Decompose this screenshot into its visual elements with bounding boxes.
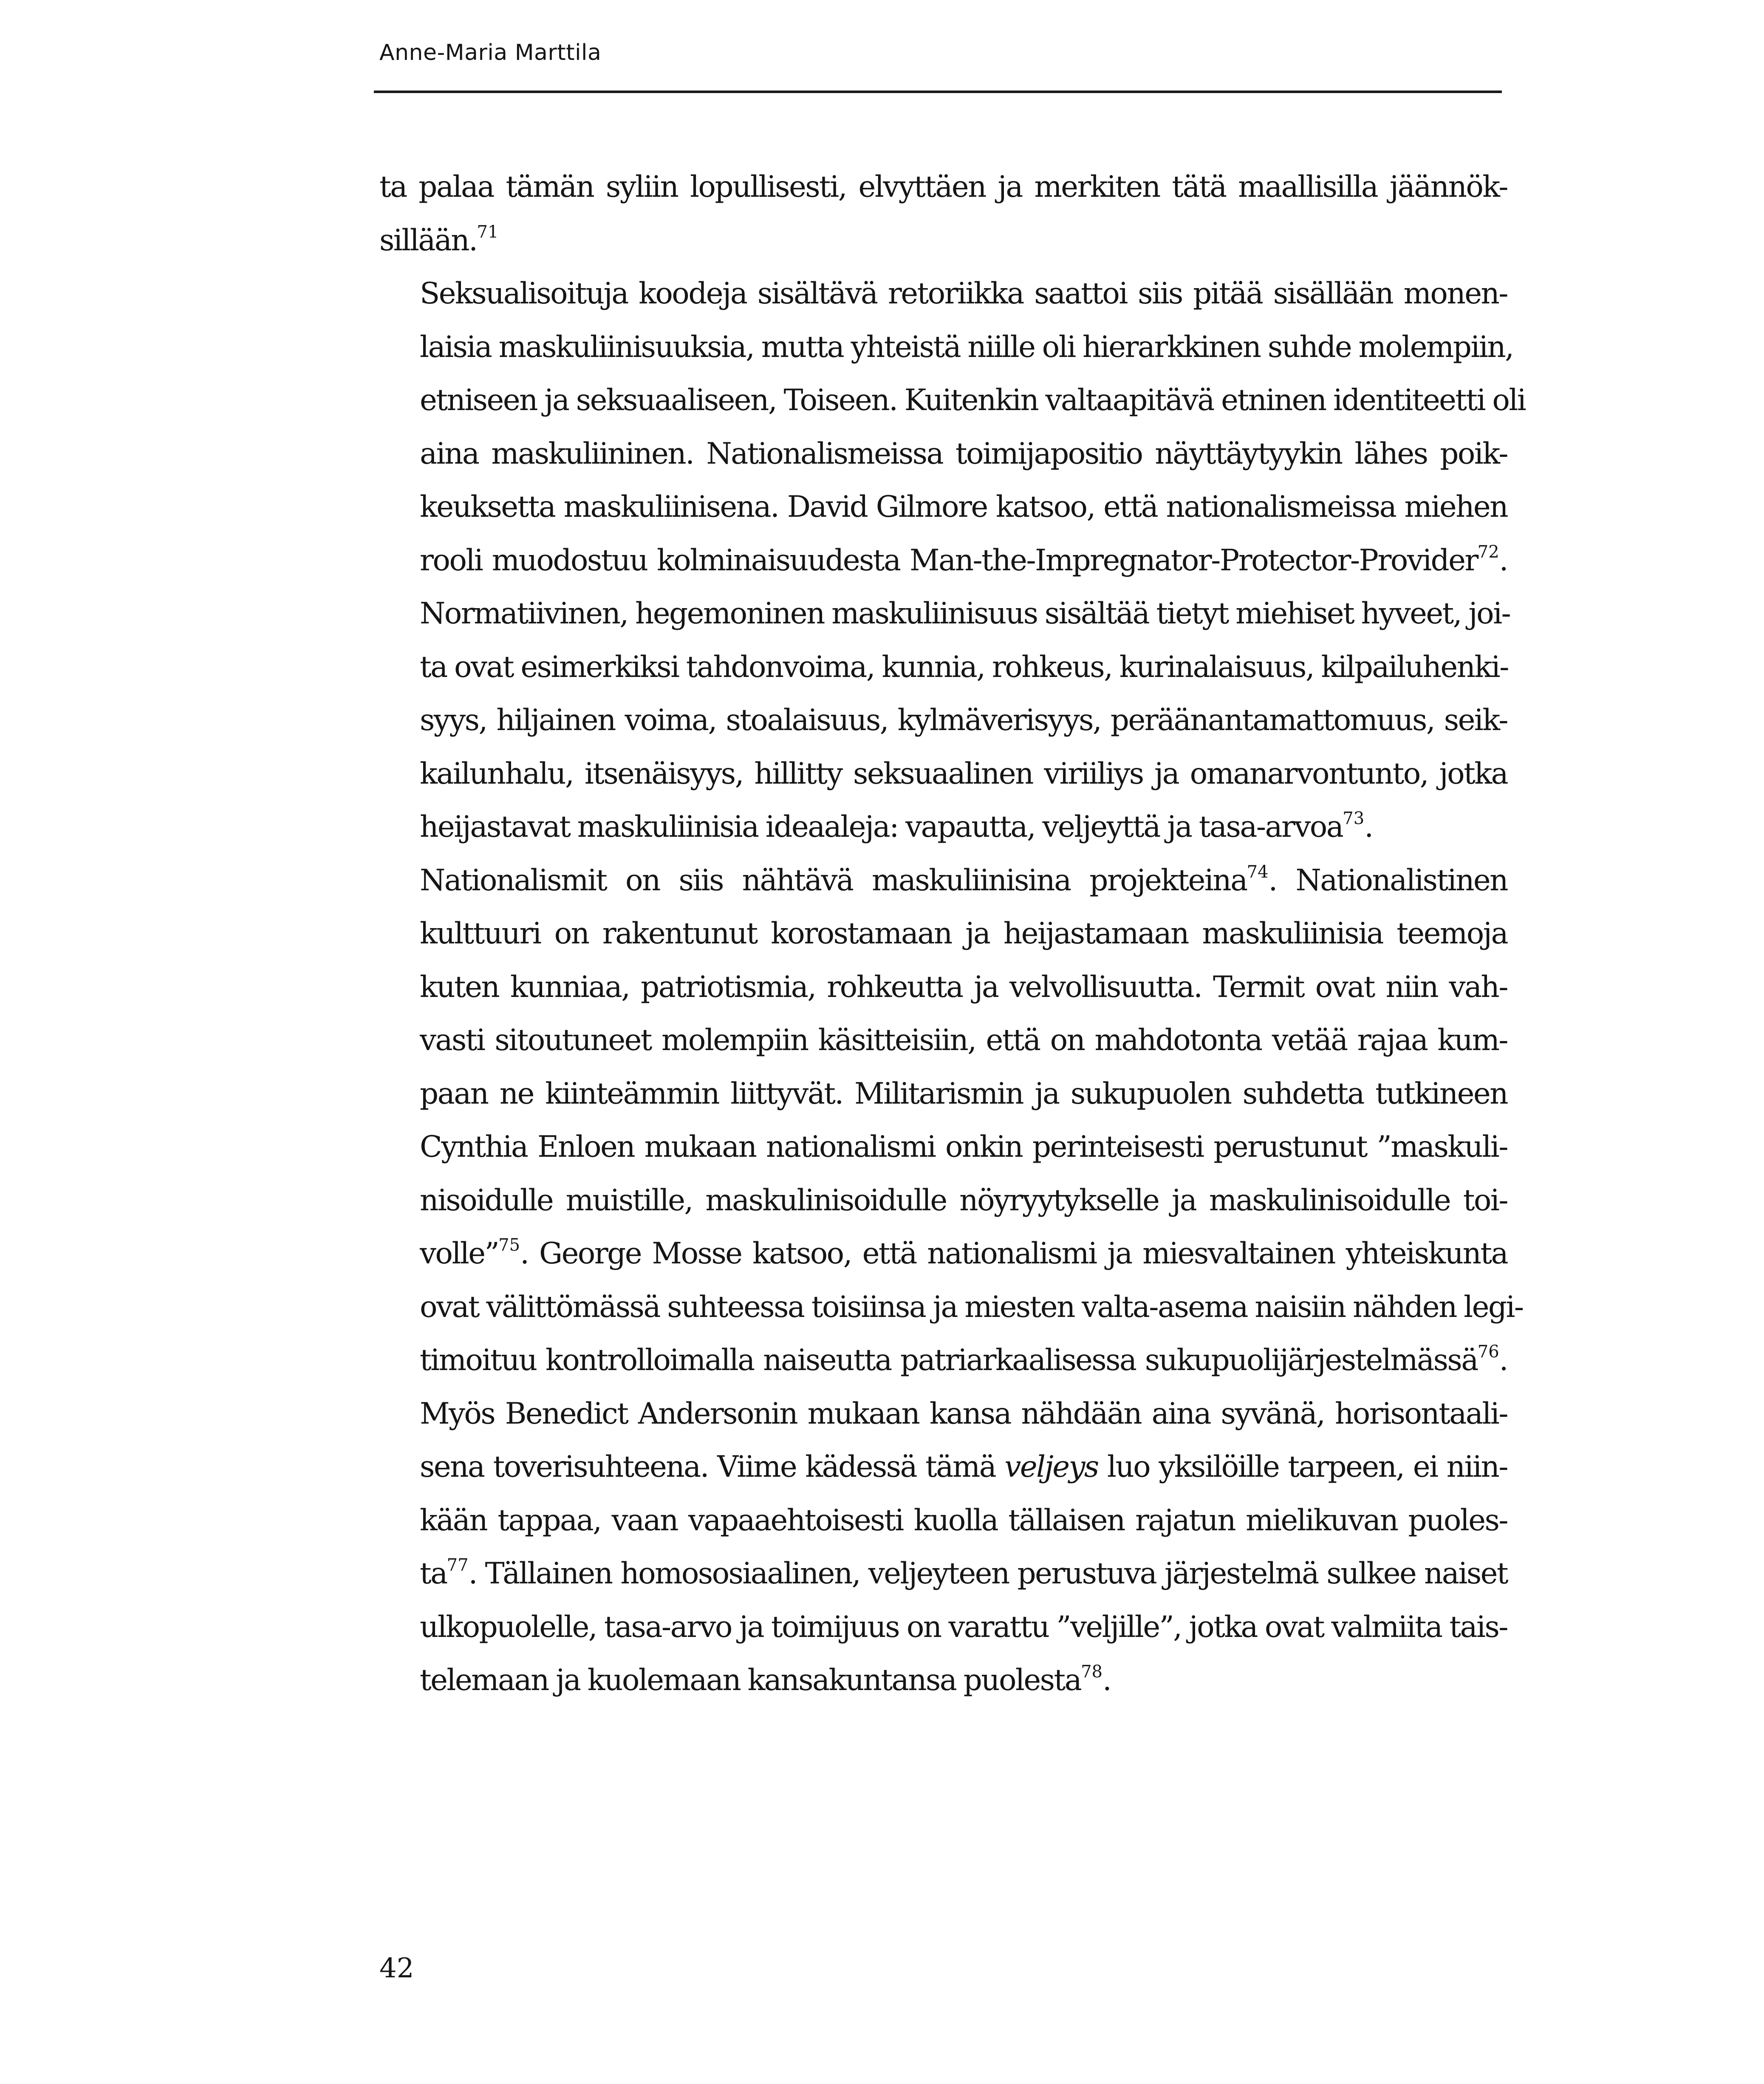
text-segment: kään tappaa, vaan vapaaehtoisesti kuolla tällaisen rajatun mielikuvan puoles- [420,1503,1507,1538]
text-segment: vasti sitoutuneet molempiin käsitteisiin, että on mahdotonta vetää rajaa kum- [420,1023,1507,1057]
text-line [379,534,1507,588]
header-rule [374,91,1502,93]
text-line [379,1494,1507,1548]
text-line [379,641,1507,694]
text-segment: syys, hiljainen voima, stoalaisuus, kylmäverisyys, peräänantamattomuus, seik- [420,703,1507,737]
text-segment: volle” [420,1237,499,1271]
text-line [379,907,1507,961]
text-segment: . Tällainen homososiaalinen, veljeyteen perustuva järjestelmä sulkee naiset [468,1557,1507,1591]
footnote-marker: 77 [447,1555,469,1575]
text-segment: ta palaa tämän syliin lopullisesti, elvyttäen ja merkiten tätä maallisilla jäännök- [379,170,1507,204]
footnote-marker: 78 [1081,1662,1103,1682]
text-segment: heijastavat maskuliinisia ideaaleja: vapautta, veljeyttä ja tasa-arvoa [420,810,1343,844]
text-segment: Seksualisoituja koodeja sisältävä retoriikka saattoi siis pitää sisällään monen- [420,277,1507,311]
emphasis-term: veljeys [1004,1450,1098,1484]
text-segment: laisia maskuliinisuuksia, mutta yhteistä niille oli hierarkkinen suhde molempiin, [420,330,1513,364]
text-line [379,1441,1507,1494]
text-line [379,1014,1507,1067]
text-segment: . [1499,1343,1507,1377]
text-line [379,1121,1507,1174]
text-segment: Myös Benedict Andersonin mukaan kansa nähdään aina syvänä, horisontaali- [420,1396,1507,1431]
text-line [379,214,1507,268]
text-segment: timoituu kontrolloimalla naiseutta patriarkaalisessa sukupuolijärjestelmässä [420,1343,1478,1377]
text-line [379,1547,1507,1601]
text-line [379,1334,1507,1387]
text-line [379,694,1507,748]
text-segment: nisoidulle muistille, maskulinisoidulle nöyryytykselle ja maskulinisoidulle toi- [420,1183,1507,1218]
text-segment: keuksetta maskuliinisena. David Gilmore katsoo, että nationalismeissa miehen [420,490,1507,524]
text-line [379,161,1507,214]
paragraph [379,267,1526,854]
text-line [379,267,1507,321]
text-segment: aina maskuliininen. Nationalismeissa toimijapositio näyttäytyykin lähes poik- [420,436,1507,471]
paragraph [379,854,1523,1707]
text-line [379,1387,1507,1441]
text-line [379,321,1513,374]
footnote-marker: 75 [498,1235,520,1255]
text-line [379,374,1526,428]
text-line [379,801,1507,854]
text-segment: Normatiivinen, hegemoninen maskuliinisuus sisältää tietyt miehiset hyveet, joi- [420,597,1510,631]
paragraph [379,161,1507,267]
footnote-marker: 72 [1477,542,1499,562]
text-line [379,428,1507,481]
text-line [379,1227,1507,1281]
text-line [379,1654,1507,1707]
text-segment: paan ne kiinteämmin liittyvät. Militarismin ja sukupuolen suhdetta tutkineen [420,1076,1507,1111]
text-segment: sena toverisuhteena. Viime kädessä tämä [420,1450,1005,1484]
text-segment: . [1102,1663,1111,1697]
footnote-marker: 71 [477,222,499,242]
text-line [379,1174,1507,1228]
text-segment: etniseen ja seksuaaliseen, Toiseen. Kuitenkin valtaapitävä etninen identiteetti oli [420,383,1526,417]
text-segment: sillään. [379,223,477,258]
text-line [379,587,1510,641]
footnote-marker: 76 [1477,1342,1499,1362]
text-segment: . [1499,543,1507,578]
text-line [379,854,1507,908]
footnote-marker: 73 [1343,809,1365,828]
text-segment: ovat välittömässä suhteessa toisiinsa ja miesten valta-asema naisiin nähden legi- [420,1290,1523,1324]
text-segment: kailunhalu, itsenäisyys, hillitty seksuaalinen viriiliys ja omanarvontunto, jotka [420,756,1507,791]
text-line [379,961,1507,1014]
page-number: 42 [379,1953,414,1984]
text-segment: ta [420,1557,447,1591]
text-segment: . [1364,810,1373,844]
text-segment: Nationalismit on siis nähtävä maskuliinisina projekteina [420,863,1247,898]
text-segment: telemaan ja kuolemaan kansakuntansa puolesta [420,1663,1081,1697]
text-segment: Cynthia Enloen mukaan nationalismi onkin perinteisesti perustunut ”maskuli- [420,1130,1507,1164]
running-head: Anne-Maria Marttila [379,40,602,65]
text-segment: kuten kunniaa, patriotismia, rohkeutta ja velvollisuutta. Termit ovat niin vah- [420,970,1507,1004]
text-segment: ta ovat esimerkiksi tahdonvoima, kunnia, rohkeus, kurinalaisuus, kilpailuhenki- [420,650,1508,684]
footnote-marker: 74 [1247,862,1269,882]
text-segment: luo yksilöille tarpeen, ei niin- [1098,1450,1508,1484]
text-segment: ulkopuolelle, tasa-arvo ja toimijuus on varattu ”veljille”, jotka ovat valmiita tais- [420,1610,1507,1644]
text-segment: rooli muodostuu kolminaisuudesta Man-the-Impregnator-Protector-Provider [420,543,1478,578]
body-text [379,161,1526,1707]
text-line [379,1601,1507,1654]
text-line [379,1281,1523,1334]
text-line [379,748,1507,801]
text-segment: kulttuuri on rakentunut korostamaan ja heijastamaan maskuliinisia teemoja [420,917,1507,951]
text-line [379,481,1507,534]
text-line [379,1067,1507,1121]
text-segment: . Nationalistinen [1268,863,1507,898]
text-segment: . George Mosse katsoo, että nationalismi ja miesvaltainen yhteiskunta [520,1237,1507,1271]
